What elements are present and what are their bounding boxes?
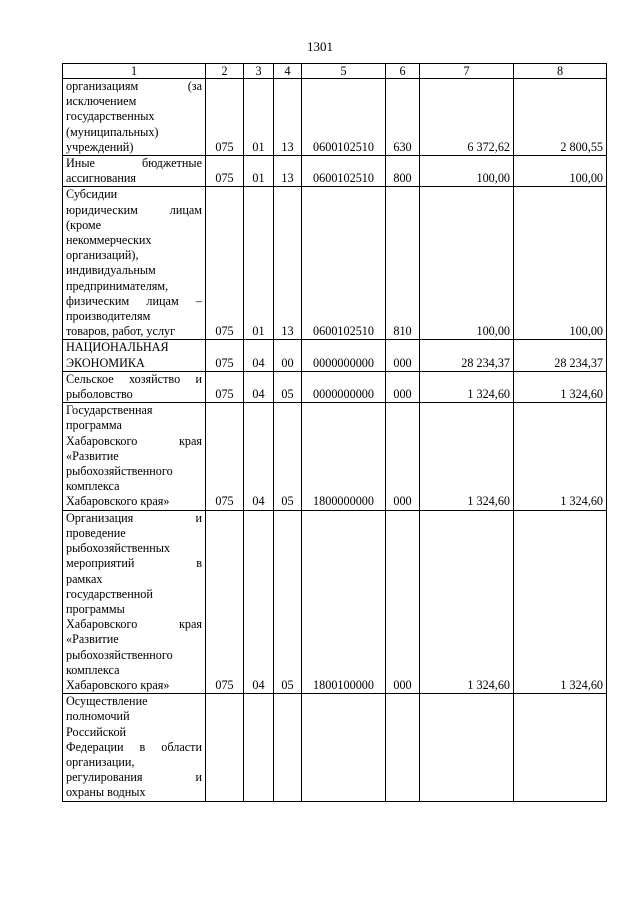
item-name-line: учреждений) (66, 139, 134, 154)
item-name-line: некоммерческих (66, 233, 152, 248)
cell-expense-type: 810 (386, 187, 420, 340)
item-name-line: исключением (66, 94, 137, 109)
cell-target-article: 0600102510 (302, 79, 386, 156)
table-row (63, 371, 607, 402)
item-name-line: Хабаровского края (66, 617, 202, 632)
item-name-line: Хабаровского края» (66, 494, 170, 509)
cell-subsection: 13 (274, 79, 302, 156)
item-name-line: государственной (66, 586, 153, 601)
item-name-line: организаций), (66, 248, 139, 263)
item-name-line: регулирования и (66, 770, 202, 785)
item-name-line: мероприятий в (66, 556, 202, 571)
cell-target-article: 1800000000 (302, 403, 386, 510)
cell-section: 04 (244, 403, 274, 510)
table-row (63, 694, 607, 801)
col-header-1: 1 (63, 64, 206, 79)
cell-target-article: 0000000000 (302, 340, 386, 371)
item-name-line: комплекса (66, 479, 120, 494)
cell-amount-year-1: 1 324,60 (420, 403, 514, 510)
col-header-8: 8 (514, 64, 607, 79)
item-name-line: проведение (66, 525, 126, 540)
item-name-line: программы (66, 601, 125, 616)
table-row (63, 79, 607, 156)
cell-amount-year-2: 2 800,55 (514, 79, 607, 156)
item-name-line: Государственная (66, 403, 153, 418)
item-name-line: Иные бюджетные (66, 156, 202, 171)
cell-amount-year-1: 6 372,62 (420, 79, 514, 156)
item-name-line: Российской (66, 724, 127, 739)
cell-amount-year-2: 100,00 (514, 156, 607, 187)
cell-item-name (63, 187, 206, 340)
cell-amount-year-2: 100,00 (514, 187, 607, 340)
cell-expense-type: 000 (386, 510, 420, 693)
item-name-line: государственных (66, 109, 155, 124)
item-name-line: комплекса (66, 662, 120, 677)
col-header-4: 4 (274, 64, 302, 79)
cell-ministry-code: 075 (206, 510, 244, 693)
page-number: 1301 (307, 39, 333, 54)
table-row (63, 403, 607, 510)
cell-amount-year-1: 1 324,60 (420, 371, 514, 402)
cell-item-name (63, 79, 206, 156)
cell-section: 04 (244, 510, 274, 693)
cell-ministry-code: 075 (206, 156, 244, 187)
cell-expense-type (386, 694, 420, 801)
cell-amount-year-1 (420, 694, 514, 801)
cell-expense-type: 000 (386, 403, 420, 510)
item-name-line: Организация и (66, 510, 202, 525)
item-name-line: товаров, работ, услуг (66, 324, 176, 339)
cell-amount-year-2: 28 234,37 (514, 340, 607, 371)
col-header-5: 5 (302, 64, 386, 79)
cell-item-name (63, 156, 206, 187)
cell-subsection: 13 (274, 156, 302, 187)
cell-target-article: 0600102510 (302, 156, 386, 187)
cell-amount-year-2: 1 324,60 (514, 371, 607, 402)
item-name-line: рамках (66, 571, 103, 586)
header-row (63, 64, 607, 79)
cell-section: 01 (244, 156, 274, 187)
cell-expense-type: 630 (386, 79, 420, 156)
table-row (63, 156, 607, 187)
item-name-line: (муниципальных) (66, 124, 159, 139)
item-name-line: «Развитие (66, 632, 119, 647)
cell-subsection: 05 (274, 403, 302, 510)
table-body (63, 79, 607, 802)
cell-section: 01 (244, 79, 274, 156)
item-name-line: Федерации в области (66, 739, 202, 754)
cell-section: 04 (244, 340, 274, 371)
col-header-3: 3 (244, 64, 274, 79)
item-name-line: «Развитие (66, 448, 119, 463)
cell-section: 01 (244, 187, 274, 340)
item-name-line: организациям (за (66, 79, 202, 93)
cell-item-name (63, 403, 206, 510)
cell-item-name (63, 510, 206, 693)
item-name-line: (кроме (66, 217, 102, 232)
cell-section (244, 694, 274, 801)
cell-subsection (274, 694, 302, 801)
cell-expense-type: 000 (386, 340, 420, 371)
item-name-line: программа (66, 418, 122, 433)
cell-amount-year-2 (514, 694, 607, 801)
cell-ministry-code: 075 (206, 79, 244, 156)
item-name-line: рыбохозяйственного (66, 647, 173, 662)
cell-target-article: 0000000000 (302, 371, 386, 402)
item-name-line: рыбохозяйственного (66, 464, 173, 479)
cell-item-name (63, 694, 206, 801)
cell-section: 04 (244, 371, 274, 402)
cell-item-name (63, 371, 206, 402)
item-name-line: юридическим лицам (66, 202, 202, 217)
cell-item-name (63, 340, 206, 371)
item-name-line: производителям (66, 309, 151, 324)
item-name-line: ЭКОНОМИКА (66, 355, 145, 370)
item-name-line: полномочий (66, 709, 130, 724)
item-name-line: Сельское хозяйство и (66, 371, 202, 386)
item-name-line: организации, (66, 754, 135, 769)
item-name-line: охраны водных (66, 785, 146, 800)
cell-target-article (302, 694, 386, 801)
cell-amount-year-1: 28 234,37 (420, 340, 514, 371)
cell-amount-year-2: 1 324,60 (514, 510, 607, 693)
item-name-line: Субсидии (66, 187, 118, 202)
cell-ministry-code: 075 (206, 340, 244, 371)
cell-expense-type: 800 (386, 156, 420, 187)
table-row (63, 187, 607, 340)
cell-amount-year-2: 1 324,60 (514, 403, 607, 510)
item-name-line: индивидуальным (66, 263, 156, 278)
item-name-line: Хабаровского края (66, 433, 202, 448)
item-name-line: Осуществление (66, 694, 148, 709)
cell-ministry-code: 075 (206, 403, 244, 510)
cell-amount-year-1: 1 324,60 (420, 510, 514, 693)
cell-subsection: 05 (274, 510, 302, 693)
col-header-7: 7 (420, 64, 514, 79)
item-name-line: предпринимателям, (66, 278, 169, 293)
cell-subsection: 05 (274, 371, 302, 402)
cell-target-article: 0600102510 (302, 187, 386, 340)
item-name-line: Хабаровского края» (66, 677, 170, 692)
item-name-line: физическим лицам – (66, 293, 202, 308)
cell-subsection: 00 (274, 340, 302, 371)
cell-ministry-code: 075 (206, 371, 244, 402)
table-row (63, 510, 607, 693)
cell-subsection: 13 (274, 187, 302, 340)
col-header-2: 2 (206, 64, 244, 79)
cell-target-article: 1800100000 (302, 510, 386, 693)
cell-amount-year-1: 100,00 (420, 187, 514, 340)
table-row (63, 340, 607, 371)
item-name-line: рыбохозяйственных (66, 541, 171, 556)
budget-table (62, 63, 607, 802)
item-name-line: НАЦИОНАЛЬНАЯ (66, 340, 169, 355)
col-header-6: 6 (386, 64, 420, 79)
cell-ministry-code (206, 694, 244, 801)
cell-ministry-code: 075 (206, 187, 244, 340)
cell-amount-year-1: 100,00 (420, 156, 514, 187)
item-name-line: ассигнования (66, 171, 137, 186)
cell-expense-type: 000 (386, 371, 420, 402)
item-name-line: рыболовство (66, 387, 133, 402)
